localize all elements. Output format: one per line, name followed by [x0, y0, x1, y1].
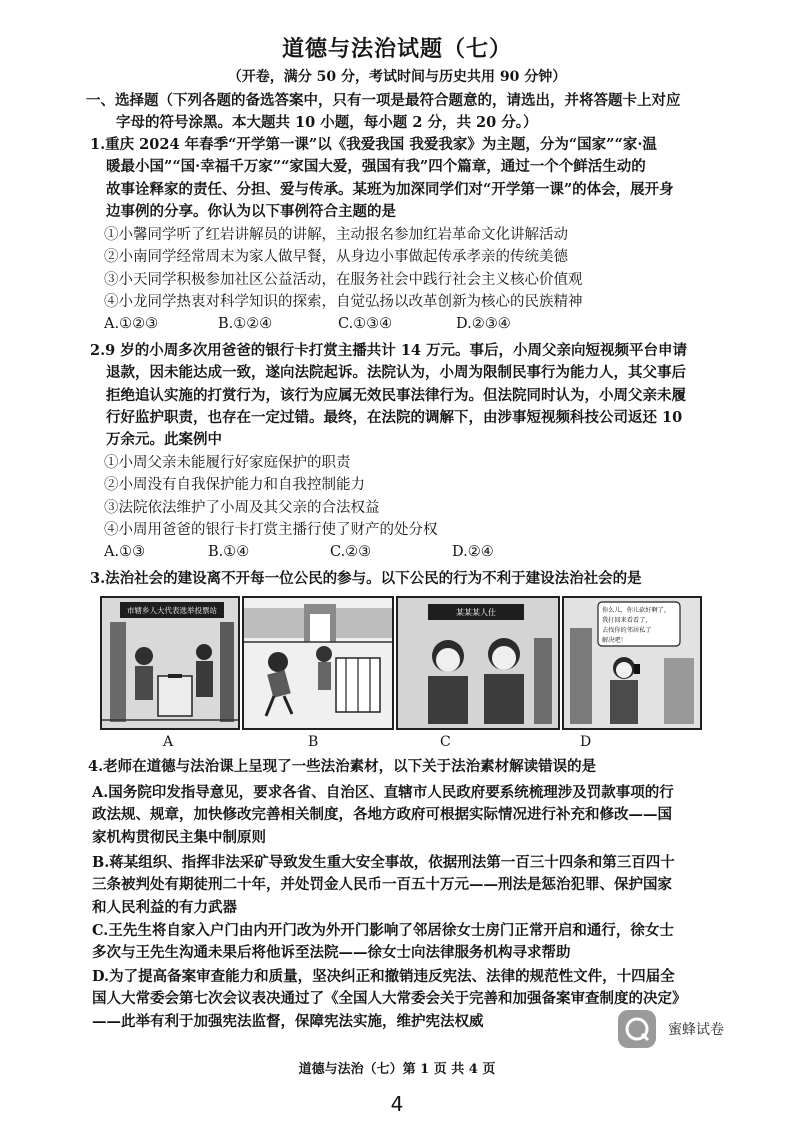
speech-bubble-line: 你么儿，你儿砍好啊了， — [602, 607, 671, 614]
q3-cartoon-panels — [100, 596, 698, 730]
q4-option-line: 政法规、规章，加快修改完善相关制度，各地方政府可根据实际情况进行补充和修改——国 — [92, 806, 672, 824]
q1-item: ①小馨同学听了红岩讲解员的讲解，主动报名参加红岩革命文化讲解活动 — [104, 227, 568, 243]
phone-call-scene-illustration — [564, 598, 700, 728]
q2-option-a: A.①③ — [104, 544, 146, 560]
q1-option-b: B.①②④ — [218, 316, 273, 332]
fence-climbing-scene-illustration — [244, 598, 392, 728]
q1-stem-line: 1.重庆 2024 年春季“开学第一课”以《我爱我国 我爱我家》为主题，分为“国家”“家·温 — [90, 136, 657, 153]
speech-bubble-line: 我打回来看看了， — [602, 617, 652, 624]
page-number: 4 — [390, 1092, 404, 1116]
q2-stem-line: 行好监护职责，也存在一定过错。最终，在法院的调解下，由涉事短视频科技公司返还 10 — [106, 408, 683, 426]
q1-option-d: D.②③④ — [456, 316, 511, 332]
q4-option-b — [92, 852, 702, 919]
exam-subtitle: （开卷，满分 50 分，考试时间与历史共用 90 分钟） — [227, 69, 567, 85]
q1-option-c: C.①③④ — [338, 316, 393, 332]
q2-option-c: C.②③ — [330, 544, 372, 560]
watermark-logo-icon — [618, 1010, 656, 1048]
police-officers-illustration — [398, 598, 558, 728]
q4-option-a — [92, 782, 702, 849]
watermark — [618, 1010, 724, 1048]
cartoon-panel-a — [100, 596, 240, 730]
q1-stem-line: 暖最小国”“国·幸福千万家”“家国大爱，强国有我”四个篇章，通过一个个鲜活生动的 — [106, 158, 646, 176]
watermark-text: 蜜蜂试卷 — [668, 1022, 724, 1038]
q1-stem-line: 故事诠释家的责任、分担、爱与传承。某班为加深同学们对“开学第一课”的体会，展开身 — [106, 180, 674, 198]
voting-sign-text: 市辖乡人大代表选举投票站 — [127, 606, 217, 615]
q4-option-line: 三条被判处有期徒刑二十年，并处罚金人民币一百五十万元——刑法是惩治犯罪、保护国家 — [92, 876, 672, 894]
q2-item: ①小周父亲未能履行好家庭保护的职责 — [104, 455, 351, 471]
cartoon-panel-d — [562, 596, 702, 730]
speech-bubble-line: 解决吧！ — [602, 637, 627, 644]
exam-title: 道德与法治试题（七） — [281, 36, 512, 62]
q2-item: ④小周用爸爸的银行卡打赏主播行使了财产的处分权 — [104, 521, 438, 538]
q2-item: ②小周没有自我保护能力和自我控制能力 — [104, 477, 365, 494]
cartoon-panel-c — [396, 596, 560, 730]
speech-bubble-line: 去找你的邻居私了 — [602, 627, 652, 634]
q1-stem-line: 边事例的分享。你认为以下事例符合主题的是 — [106, 202, 396, 220]
q1-option-a: A.①②③ — [104, 316, 159, 332]
q4-option-line: ——此举有利于加强宪法监督，保障宪法实施，维护宪法权威 — [92, 1012, 484, 1030]
voting-scene-illustration — [102, 598, 238, 728]
q1-item: ③小天同学积极参加社区公益活动，在服务社会中践行社会主义核心价值观 — [104, 271, 583, 288]
q2-option-d: D.②④ — [452, 544, 494, 560]
q4-option-line: B.蒋某组织、指挥非法采矿导致发生重大安全事故，依据刑法第一百三十四条和第三百四十 — [92, 854, 675, 871]
q4-option-line: 国人大常委会第七次会议表决通过了《全国人大常委会关于完善和加强备案审查制度的决定》 — [92, 990, 687, 1008]
q4-option-line: A.国务院印发指导意见，要求各省、自治区、直辖市人民政府要系统梳理涉及罚款事项的行 — [92, 784, 674, 801]
section-line-2: 字母的符号涂黑。本大题共 10 小题，每小题 2 分，共 20 分。） — [116, 114, 538, 132]
q2-option-b: B.①④ — [208, 544, 250, 560]
section-line-1: 一、选择题（下列各题的备选答案中，只有一项是最符合题意的，请选出，并将答题卡上对应 — [86, 92, 681, 109]
q2-stem-line: 2.9 岁的小周多次用爸爸的银行卡打赏主播共计 14 万元。事后，小周父亲向短视频平台申请 — [90, 342, 688, 359]
q4-option-c — [92, 920, 702, 965]
q4-option-line: C.王先生将自家入户门由内开门改为外开门影响了邻居徐女士房门正常开启和通行，徐女士 — [92, 922, 674, 939]
q2-stem-line: 退款，因未能达成一致，遂向法院起诉。法院认为，小周为限制民事行为能力人，其父事后 — [106, 364, 686, 382]
cartoon-panel-b — [242, 596, 394, 730]
q2-stem-line: 拒绝追认实施的打赏行为，该行为应属无效民事法律行为。但法院同时认为，小周父亲未履 — [106, 386, 686, 404]
q1-items — [104, 224, 583, 313]
q2-stem-line: 万余元。此案例中 — [106, 431, 222, 449]
panel-label-d: D — [580, 734, 592, 750]
q1-item: ②小南同学经常周末为家人做早餐，从身边小事做起传承孝亲的传统美德 — [104, 249, 568, 266]
q4-option-line: 和人民利益的有力武器 — [92, 898, 237, 916]
q1-stem — [90, 134, 690, 223]
q4-stem: 4.老师在道德与法治课上呈现了一些法治素材，以下关于法治素材解读错误的是 — [88, 758, 597, 775]
panel-label-b: B — [308, 734, 319, 750]
panel-label-c: C — [440, 734, 451, 750]
q4-option-d — [92, 966, 702, 1033]
q2-item: ③法院依法维护了小周及其父亲的合法权益 — [104, 499, 380, 516]
q4-option-line: 家机构贯彻民主集中制原则 — [92, 828, 266, 846]
q4-option-line: D.为了提高备案审查能力和质量，坚决纠正和撤销违反宪法、法律的规范性文件，十四届全 — [92, 968, 675, 985]
building-sign-text: 某某某人仕 — [456, 608, 496, 617]
page-footer: 道德与法治（七）第 1 页 共 4 页 — [298, 1062, 496, 1077]
q1-item: ④小龙同学热衷对科学知识的探索，自觉弘扬以改革创新为核心的民族精神 — [104, 293, 583, 310]
q2-items — [104, 452, 438, 541]
q4-option-line: 多次与王先生沟通未果后将他诉至法院——徐女士向法律服务机构寻求帮助 — [92, 944, 571, 962]
panel-label-a: A — [163, 734, 174, 750]
q2-stem — [90, 340, 700, 451]
section-instructions — [86, 90, 726, 135]
q3-stem: 3.法治社会的建设离不开每一位公民的参与。以下公民的行为不利于建设法治社会的是 — [90, 570, 642, 587]
